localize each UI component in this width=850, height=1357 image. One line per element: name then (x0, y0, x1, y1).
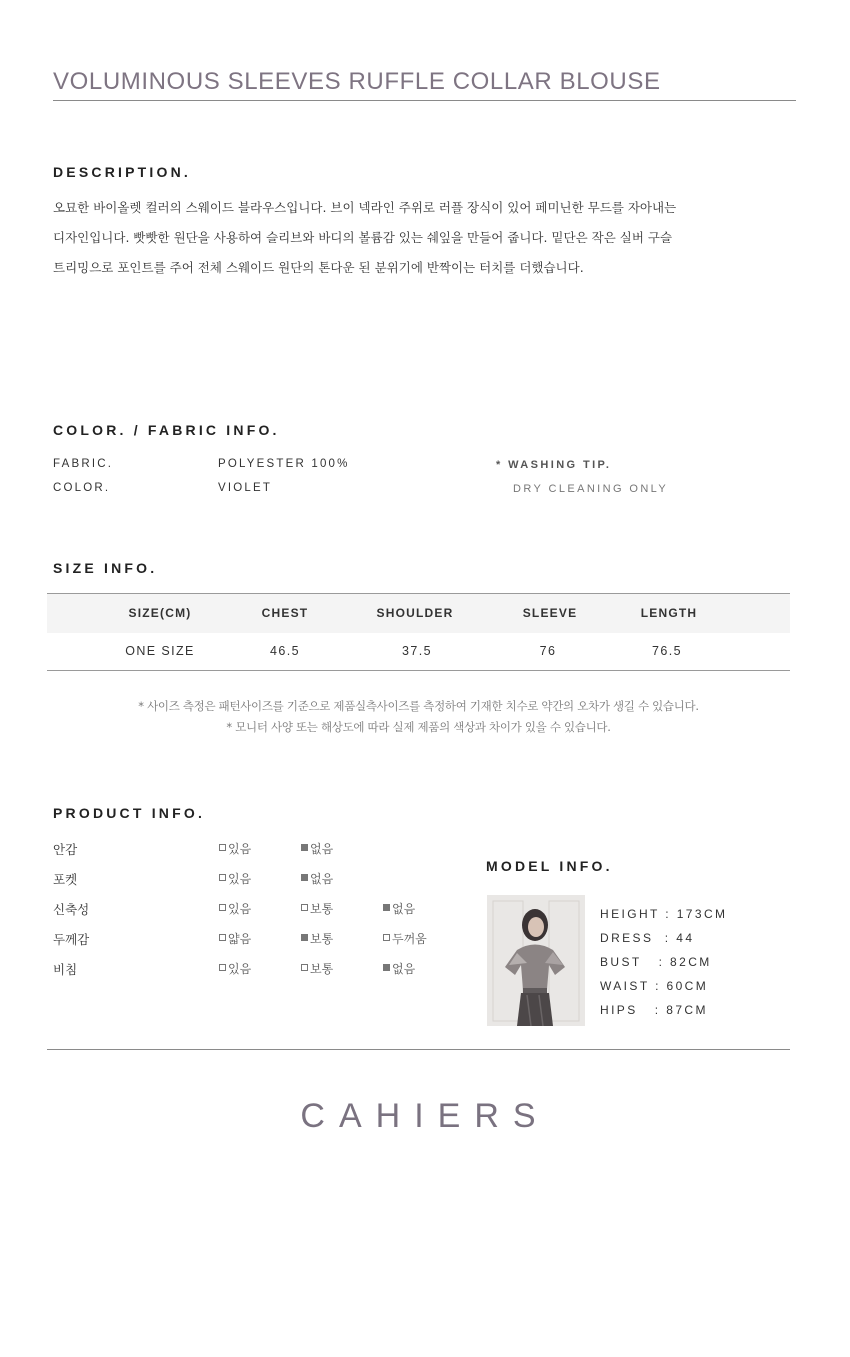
product-option: 있음 (219, 900, 251, 917)
title-divider (53, 100, 796, 101)
model-stat-hips: HIPS : 87CM (600, 1003, 708, 1017)
product-attr-label: 포켓 (53, 872, 78, 887)
unchecked-box-icon (219, 904, 226, 911)
product-option: 얇음 (219, 930, 251, 947)
model-stat-dress: DRESS : 44 (600, 931, 695, 945)
product-attr-label: 신축성 (53, 902, 90, 917)
size-col-sleeve: SLEEVE (522, 606, 578, 620)
product-option: 없음 (383, 960, 415, 977)
size-info-heading: SIZE INFO. (53, 560, 158, 576)
size-col-shoulder: SHOULDER (376, 606, 454, 620)
unchecked-box-icon (301, 964, 308, 971)
size-col-size: SIZE(CM) (128, 606, 192, 620)
size-col-chest: CHEST (261, 606, 309, 620)
fabric-label: FABRIC. (53, 458, 114, 470)
product-attr-label: 안감 (53, 842, 78, 857)
unchecked-box-icon (219, 844, 226, 851)
product-option: 두꺼움 (383, 930, 427, 947)
model-info-heading: MODEL INFO. (486, 858, 613, 874)
size-note: * 사이즈 측정은 패턴사이즈를 기준으로 제품실측사이즈를 측정하여 기재한 치수로 약간의 오차가 생길 수 있습니다. (138, 699, 699, 713)
product-option: 없음 (383, 900, 415, 917)
product-option: 없음 (301, 870, 333, 887)
size-cell: 76.5 (652, 644, 682, 658)
product-title: VOLUMINOUS SLEEVES RUFFLE COLLAR BLOUSE (53, 68, 661, 95)
size-table-top-rule (47, 593, 790, 594)
size-table-bottom-rule (47, 670, 790, 671)
product-attr-label: 비침 (53, 962, 78, 977)
fabric-value: POLYESTER 100% (218, 458, 350, 470)
product-option: 없음 (301, 840, 333, 857)
unchecked-box-icon (219, 934, 226, 941)
color-label: COLOR. (53, 482, 111, 494)
description-line: 트리밍으로 포인트를 주어 전체 스웨이드 원단의 톤다운 된 분위기에 반짝이는 터치를 더했습니다. (53, 260, 584, 275)
product-option: 보통 (301, 960, 333, 977)
description-line: 오묘한 바이올렛 컬러의 스웨이드 블라우스입니다. 브이 넥라인 주위로 러플 장식이 있어 페미닌한 무드를 자아내는 (53, 200, 677, 215)
product-option: 있음 (219, 870, 251, 887)
model-stat-waist: WAIST : 60CM (600, 979, 709, 993)
model-stat-height: HEIGHT : 173CM (600, 907, 728, 921)
size-cell: ONE SIZE (125, 644, 195, 658)
size-col-length: LENGTH (640, 606, 698, 620)
washing-tip-value: DRY CLEANING ONLY (513, 483, 669, 495)
bottom-divider (47, 1049, 790, 1050)
unchecked-box-icon (383, 934, 390, 941)
description-text (53, 193, 743, 283)
size-cell: 76 (539, 644, 557, 658)
unchecked-box-icon (219, 874, 226, 881)
product-option: 보통 (301, 930, 333, 947)
color-value: VIOLET (218, 482, 273, 494)
checked-box-icon (301, 844, 308, 851)
checked-box-icon (301, 934, 308, 941)
product-option: 있음 (219, 840, 251, 857)
brand-logo: CAHIERS (300, 1097, 550, 1135)
checked-box-icon (301, 874, 308, 881)
product-info-heading: PRODUCT INFO. (53, 805, 206, 821)
model-photo (487, 895, 585, 1026)
description-heading: DESCRIPTION. (53, 164, 191, 180)
washing-tip-heading: * WASHING TIP. (496, 459, 612, 471)
product-option: 보통 (301, 900, 333, 917)
product-option: 있음 (219, 960, 251, 977)
product-attr-label: 두께감 (53, 932, 90, 947)
model-stat-bust: BUST : 82CM (600, 955, 712, 969)
size-note: * 모니터 사양 또는 해상도에 따라 실제 제품의 색상과 차이가 있을 수 있습니다. (226, 720, 611, 734)
unchecked-box-icon (219, 964, 226, 971)
description-line: 디자인입니다. 빳빳한 원단을 사용하여 슬리브와 바디의 볼륨감 있는 쉐잎을 만들어 줍니다. 밑단은 작은 실버 구슬 (53, 230, 673, 245)
unchecked-box-icon (301, 904, 308, 911)
color-fabric-heading: COLOR. / FABRIC INFO. (53, 422, 280, 438)
size-cell: 46.5 (270, 644, 300, 658)
checked-box-icon (383, 964, 390, 971)
checked-box-icon (383, 904, 390, 911)
size-cell: 37.5 (402, 644, 432, 658)
